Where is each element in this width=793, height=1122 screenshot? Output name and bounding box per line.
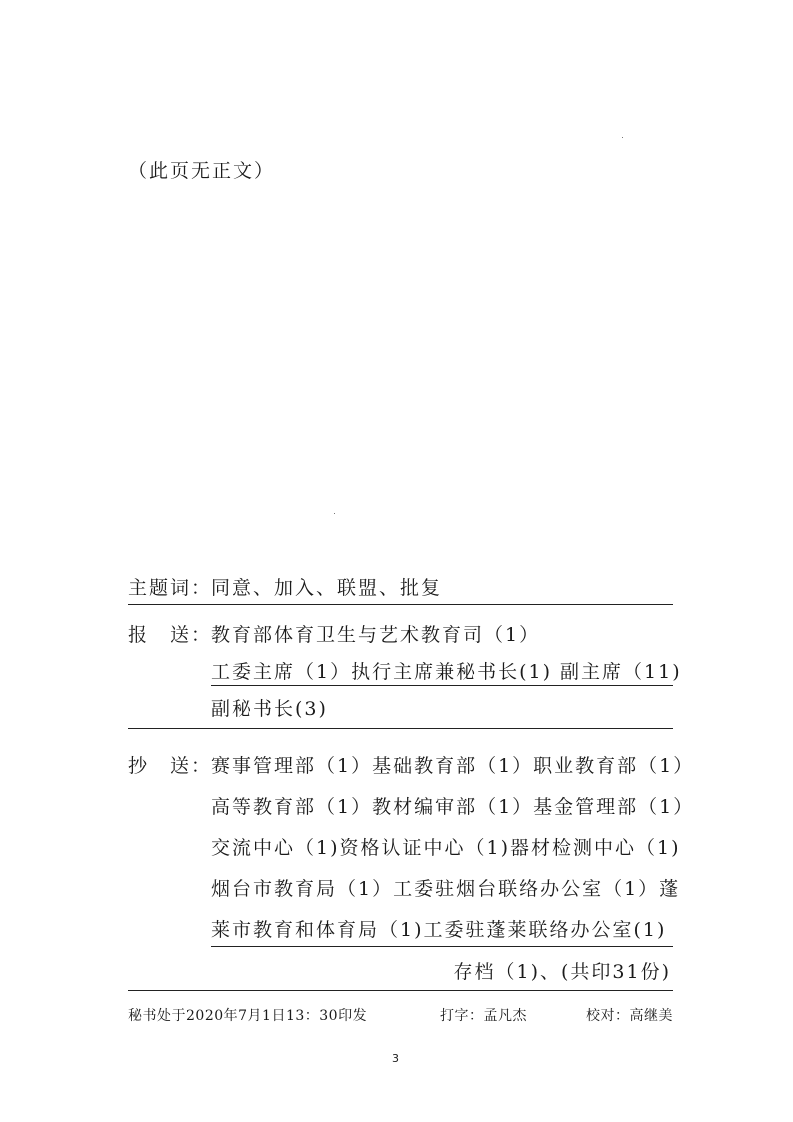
report-line: 工委主席（1）执行主席兼秘书长(1) 副主席（11): [211, 661, 682, 683]
copy-line: 烟台市教育局（1）工委驻烟台联络办公室（1）蓬: [211, 878, 681, 900]
keywords-value: 同意、加入、联盟、批复: [211, 577, 443, 599]
copy-label: 抄 送：: [128, 755, 213, 777]
copy-line: 莱市教育和体育局（1)工委驻蓬莱联络办公室(1): [211, 919, 667, 941]
report-line-rule: [211, 685, 673, 686]
keywords-label: 主题词：: [128, 577, 213, 599]
archive-note: 存档（1)、(共印31份): [453, 961, 671, 983]
report-line: 副秘书长(3): [211, 698, 328, 720]
scan-speck: [334, 513, 335, 514]
archive-rule: [128, 990, 673, 991]
page-number: 3: [392, 1052, 399, 1065]
copy-rule: [211, 946, 673, 947]
issuer-date: 秘书处于2020年7月1日13：30印发: [128, 1008, 368, 1024]
copy-line: 交流中心（1)资格认证中心（1)器材检测中心（1): [211, 837, 681, 859]
no-body-note: （此页无正文）: [128, 160, 276, 182]
typist: 打字：孟凡杰: [440, 1008, 527, 1024]
report-rule: [128, 728, 673, 729]
keywords-rule: [128, 604, 673, 605]
scan-speck: [622, 137, 623, 138]
copy-line: 高等教育部（1）教材编审部（1）基金管理部（1）: [211, 796, 695, 818]
proofreader: 校对：高继美: [586, 1008, 673, 1024]
report-line: 教育部体育卫生与艺术教育司（1）: [211, 624, 541, 646]
report-label: 报 送：: [128, 624, 213, 646]
copy-line: 赛事管理部（1）基础教育部（1）职业教育部（1）: [211, 755, 695, 777]
